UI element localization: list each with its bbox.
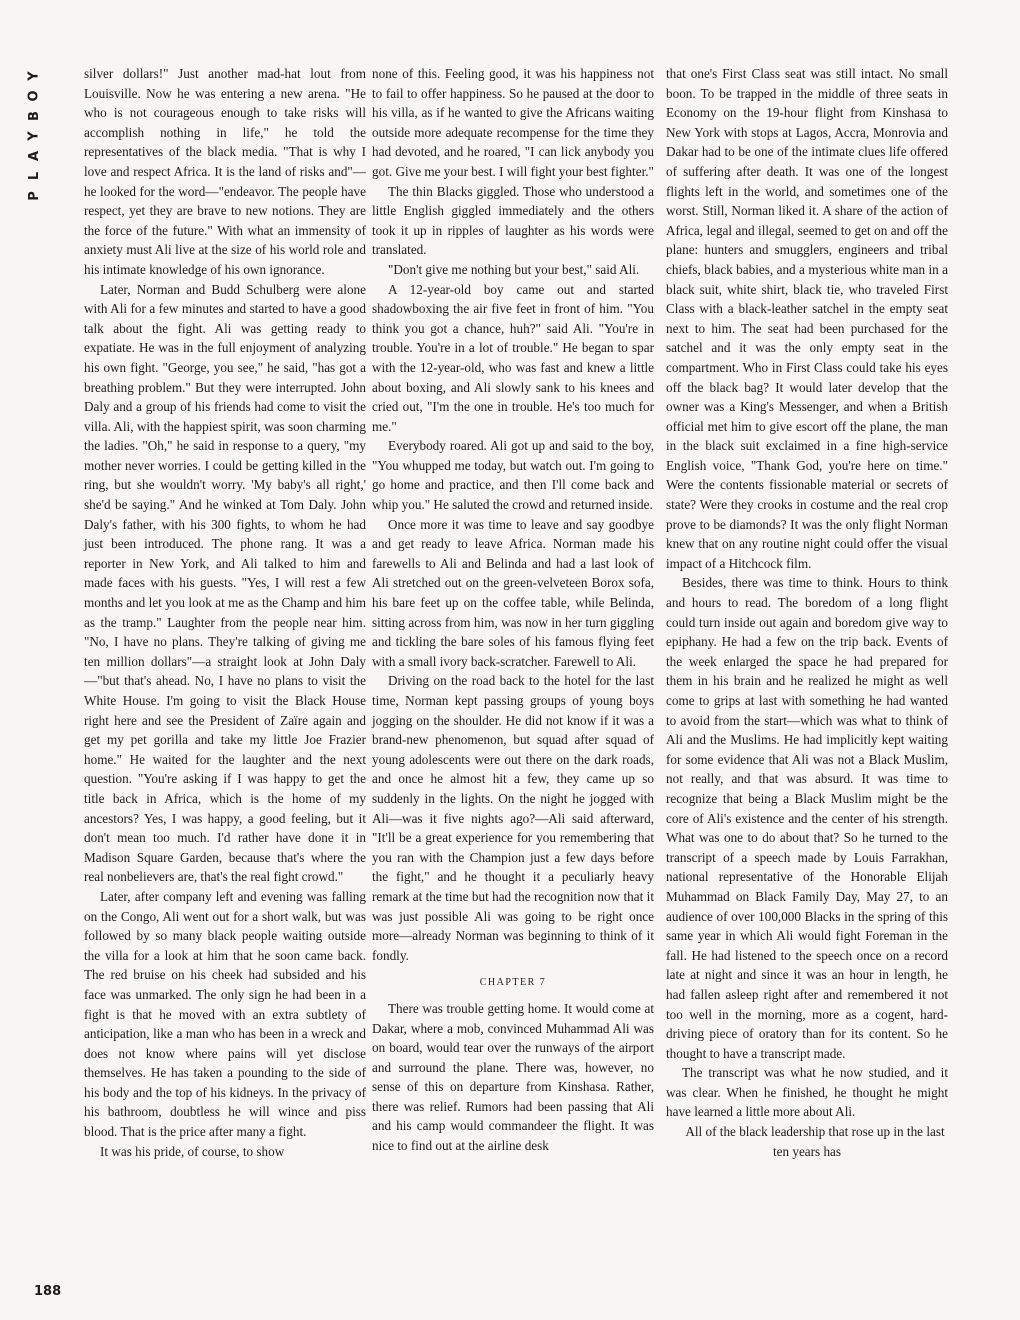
paragraph: none of this. Feeling good, it was his happiness not to fail to offer happiness. So he paused at the door to his villa, as if he wanted to give the Africans waiting outside more adequate recompense for the time they had devoted, and he roared, "I can lick anybody you got. Give me your best. I will fight your best fighter." xyxy=(372,66,654,179)
paragraph: silver dollars!" Just another mad-hat lout from Louisville. Now he was entering a new arena. "He who is not courageous enough to take risks will accomplish nothing in life," he told the representatives of the black media. "That is why I love and respect Africa. It is the land of risks and"—he looked for the word—"endeavor. The people have respect, yet they are brave to new notions. They are the force of the future." With what an immensity of anxiety must Ali live at the size of his world role and his intimate knowledge of his own ignorance. xyxy=(84,66,366,277)
paragraph: that one's First Class seat was still intact. No small boon. To be trapped in the middle of three seats in Economy on the 19-hour flight from Kinshasa to New York with stops at Lagos, Accra, Monrovia and Dakar had to be one of the intimate clues life offered of suffering after death. It was one of the longest flights left in the world, and sometimes one of the worst. Still, Norman liked it. A share of the action of Africa, legal and illegal, seemed to get on and off the plane: hunters and smugglers, engineers and tribal chiefs, black babies, and a mysterious white man in a black suit, white shirt, black tie, who traveled First Class with a black-leather satchel in the empty seat next to him. The seat had been purchased for the satchel and it was the only empty seat in the compartment. Who in First Class could take his eyes off the black bag? It would later develop that the owner was a King's Messenger, and when a British official met him to give escort off the plane, the man in the black suit exclaimed in a fine high-service English voice, "Thank God, you're here on time." Were the contents fissionable material or secrets of state? Were they crooks in costume and the real crop prove to be diamonds? It was the only flight Norman knew that on any routine night could offer the visual impact of a Hitchcock film. xyxy=(666,66,948,571)
page-number: 188 xyxy=(34,1284,62,1299)
paragraph: Besides, there was time to think. Hours to think and hours to read. The boredom of a long flight could turn inside out again and boredom give way to epiphany. He had a few on the trip back. Events of the week enlarged the space he had prepared for them in his brain and he realized he might as well come to grips at last with something he had wanted to avoid from the start—which was what to think of Ali and the Muslims. He had implicitly kept waiting for some evidence that Ali was not a Black Muslim, not really, and that was absurd. It was time to recognize that being a Black Muslim might be the core of Ali's existence and the center of his strength. What was one to do about that? So he turned to the transcript of a speech made by Louis Farrakhan, national representative of the Honorable Elijah Muhammad on Black Family Day, May 27, to an audience of over 100,000 Blacks in the spring of this same year in which Ali would fight Foreman in the fall. He had listened to the speech once on a record late at night and since it was an hour in length, he had fallen asleep right after and remembered it not too well in the morning, more as a cogent, hard-driving piece of oratory than for its content. So he thought to have a transcript made. xyxy=(666,575,948,1061)
text-column-2 xyxy=(372,64,654,1156)
masthead-letter: L xyxy=(26,171,42,181)
paragraph: Driving on the road back to the hotel for the last time, Norman kept passing groups of young boys jogging on the shoulder. He did not know if it was a brand-new phenomenon, but squad after squad of young adolescents were out there on the dark roads, and once he almost hit a few, they came up so suddenly in the lights. On the night he jogged with Ali—was it five nights ago?—Ali said afterward, "It'll be a great experience for you remembering that you ran with the Champion just a few days before the fight," and he thought it a peculiarly heavy remark at the time but had the recognition now that it was just possible Ali was going to be right once more—already Norman was beginning to think of it fondly. xyxy=(372,673,654,963)
paragraph: Later, after company left and evening was falling on the Congo, Ali went out for a short walk, but was followed by so many black people waiting outside the villa for a look at him that he soon came back. The red bruise on his cheek had subsided and his face was unmarked. The only sign he had been in a fight is that he moved with an extra subtlety of anticipation, like a man who has been in a wreck and does not know where pains will yet disclose themselves. He has taken a pounding to the side of his body and the top of his kidneys. In the privacy of his bathroom, doubtless he will wince and piss blood. That is the price after many a fight. xyxy=(84,888,366,1140)
masthead xyxy=(24,66,46,206)
paragraph: A 12-year-old boy came out and started shadowboxing the air five feet in front of him. "You think you got a chance, huh?" said Ali. "You're in trouble. You're in a lot of trouble." He began to spar with the 12-year-old, who was fast and knew a little about boxing, and Ali slowly sank to his knees and cried out, "I'm the one in trouble. He's too much for me." xyxy=(372,281,654,434)
masthead-letter: A xyxy=(27,150,42,162)
paragraph: The transcript was what he now studied, and it was clear. When he finished, he thought he might have learned a little more about Ali. xyxy=(666,1065,948,1120)
masthead-letter: Y xyxy=(26,131,42,141)
masthead-letter: P xyxy=(27,191,42,201)
paragraph: "Don't give me nothing but your best," said Ali. xyxy=(388,261,640,277)
chapter-heading: CHAPTER 7 xyxy=(479,977,547,989)
masthead-letter: O xyxy=(27,90,42,102)
text-column-1 xyxy=(84,64,366,1161)
paragraph: Once more it was time to leave and say goodbye and get ready to leave Africa. Norman made his farewells to Ali and Belinda and had a last look of Ali stretched out on the green-velveteen Borox sofa, his bare feet up on the coffee table, while Belinda, sitting across from him, was now in her turn giggling and tickling the bare soles of his famous flying feet with a small ivory back-scratcher. Farewell to Ali. xyxy=(372,516,654,669)
text-column-3 xyxy=(666,64,948,1161)
paragraph: Everybody roared. Ali got up and said to the boy, "You whupped me today, but watch out. I'm going to go home and practice, and then I'll come back and whip you." He saluted the crowd and returned inside. xyxy=(372,438,654,513)
masthead-letter: Y xyxy=(26,71,42,81)
paragraph: The thin Blacks giggled. Those who understood a little English giggled immediately and the others took it up in ripples of laughter as his words were translated. xyxy=(372,183,654,258)
paragraph: There was trouble getting home. It would come at Dakar, where a mob, convinced Muhammad Ali was on board, would tear over the runways of the airport and surround the plane. There was, however, no sense of this on departure from Kinshasa. Rather, there was relief. Rumors had been passing that Ali and his camp would commandeer the flight. It was nice to find out at the airline desk xyxy=(372,1000,654,1154)
paragraph: Later, Norman and Budd Schulberg were alone with Ali for a few minutes and started to have a good talk about the fight. Ali was getting ready to expatiate. He was in the full enjoyment of analyzing his own fight. "George, you see," he said, "has got a breathing problem." But they were interrupted. John Daly and a group of his friends had come to visit the villa. Ali, with the happiest spirit, was soon charming the ladies. "Oh," he said in response to a query, "my mother never worries. I could be getting killed in the ring, but she wouldn't worry. 'My baby's all right,' she'd be saying." And he winked at Tom Daly. John Daly's father, with his 300 fights, to whom he had just been introduced. The phone rang. It was a reporter in New York, and Ali talked to him and made faces with his guests. "Yes, I will rest a few months and let you look at me as the Champ and him as the tramp." Laughter from the people near him. "No, I have no plans. They're talking of giving me ten million dollars"—a straight look at John Daly—"but that's ahead. No, I have no plans to visit the White House. I'm going to visit the Black House right here and see the President of Zaïre again and get my pet gorilla and take my little Joe Frazier home." He waited for the laughter and the next question. "You're asking if I was happy to get the title back in Africa, which is the home of my ancestors? Yes, I was happy, a good feeling, but it don't mean too much. I'd rather have done it in Madison Square Garden, because that's where the real nonbelievers are, that's the real fight crowd." xyxy=(84,281,366,885)
paragraph: It was his pride, of course, to show xyxy=(100,1143,285,1159)
paragraph: All of the black leadership that rose up in the last ten years has xyxy=(685,1124,945,1159)
masthead-letter: B xyxy=(26,111,42,121)
